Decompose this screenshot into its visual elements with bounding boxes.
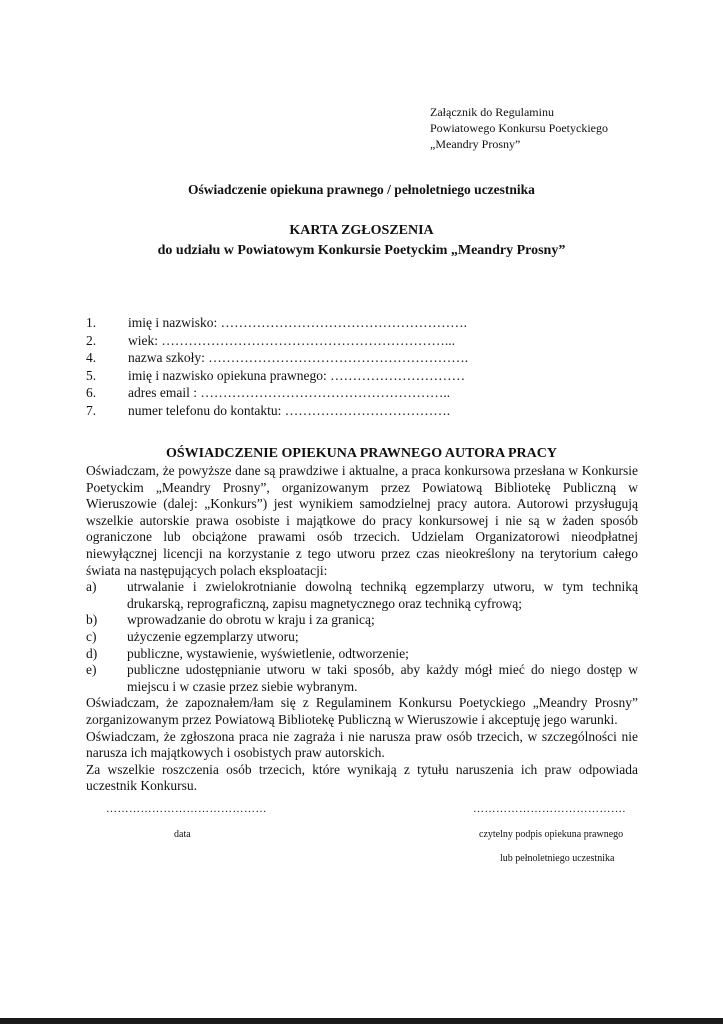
form-fields-list xyxy=(86,314,468,419)
list-letter: a) xyxy=(86,579,97,595)
signature-label-line2: lub pełnoletniego uczestnika xyxy=(500,853,615,864)
list-letter: e) xyxy=(86,662,97,678)
field-number: 4. xyxy=(86,350,97,365)
document-subtitle: Oświadczenie opiekuna prawnego / pełnoletniego uczestnika xyxy=(188,182,535,197)
annex-line: Załącznik do Regulaminu xyxy=(430,105,554,119)
list-item xyxy=(86,579,638,612)
field-number: 7. xyxy=(86,402,97,418)
date-signature-line[interactable]: …………………………………… xyxy=(106,803,267,815)
annex-line: Powiatowego Konkursu Poetyckiego xyxy=(430,121,608,135)
list-item xyxy=(86,612,638,629)
form-field-name[interactable] xyxy=(86,314,468,332)
list-text: utrwalanie i zwielokrotnianie dowolną techniką egzemplarzy utworu, w tym techniką drukarską, reprograficzną, zapisu magnetycznego oraz techniką cyfrową; xyxy=(127,579,638,611)
list-text: wprowadzanie do obrotu w kraju i za granicą; xyxy=(127,612,375,628)
list-letter: d) xyxy=(86,645,98,661)
list-letter: c) xyxy=(86,628,97,644)
list-text: publiczne udostępnianie utworu w taki sposób, aby każdy mógł mieć do niego dostęp w miejscu i w czasie przez siebie wybranym. xyxy=(127,662,638,694)
field-label: numer telefonu do kontaktu: ………………………………. xyxy=(128,402,451,418)
annex-note xyxy=(430,104,608,152)
field-label: nazwa szkoły: …………………………………………………. xyxy=(128,350,469,365)
document-title-line2: do udziału w Powiatowym Konkursie Poetyckim „Meandry Prosny” xyxy=(157,243,566,258)
field-label: imię i nazwisko: ………………………………………………. xyxy=(128,315,467,330)
date-label: data xyxy=(174,829,191,840)
list-text: publiczne, wystawienie, wyświetlenie, odtworzenie; xyxy=(127,645,409,661)
annex-line: „Meandry Prosny” xyxy=(430,137,521,151)
field-label: adres email : ……………………………………………….. xyxy=(128,385,451,400)
page-bottom-border xyxy=(0,1018,723,1024)
list-text: użyczenie egzemplarzy utworu; xyxy=(127,628,299,644)
signature-label: czytelny podpis opiekuna prawnego xyxy=(479,829,624,840)
list-item xyxy=(86,662,638,695)
list-item xyxy=(86,646,638,663)
form-field-age[interactable] xyxy=(86,332,468,350)
signature-line[interactable]: …………………………………. xyxy=(473,803,626,815)
declaration-body xyxy=(86,463,638,795)
document-title: KARTA ZGŁOSZENIA xyxy=(289,223,434,238)
list-letter: b) xyxy=(86,612,98,628)
list-item xyxy=(86,629,638,646)
form-field-guardian[interactable] xyxy=(86,367,468,385)
form-field-email[interactable] xyxy=(86,384,468,402)
field-number: 6. xyxy=(86,385,97,400)
declaration-title: OŚWIADCZENIE OPIEKUNA PRAWNEGO AUTORA PRACY xyxy=(165,446,557,461)
field-number: 2. xyxy=(86,332,97,348)
field-number: 5. xyxy=(86,367,97,383)
form-field-school[interactable] xyxy=(86,349,468,367)
field-label: imię i nazwisko opiekuna prawnego: ………………………… xyxy=(128,367,466,383)
field-number: 1. xyxy=(86,315,97,330)
field-label: wiek: ………………………………………………………... xyxy=(128,332,455,348)
declaration-paragraph: Oświadczam, że zapoznałem/łam się z Regulaminem Konkursu Poetyckiego „Meandry Prosny” zorganizowanym przez Powiatową Bibliotekę Publiczną w Wieruszowie i akceptuję jego warunki. xyxy=(86,695,638,727)
declaration-paragraph: Za wszelkie roszczenia osób trzecich, które wynikają z tytułu naruszenia ich praw odpowiada uczestnik Konkursu. xyxy=(86,761,638,794)
declaration-paragraph: Oświadczam, że powyższe dane są prawdziwe i aktualne, a praca konkursowa przesłana w Konkursie Poetyckim „Meandry Prosny”, organizowanym przez Powiatową Bibliotekę Publiczną w Wieruszowie (dalej: „Konkurs”) jest wynikiem samodzielnej pracy autora. Autorowi przysługują wszelkie autorskie prawa osobiste i majątkowe do pracy konkursowej i nie są w żaden sposób ograniczone lub obciążone prawami osób trzecich. Udzielam Organizatorowi nieodpłatnej niewyłącznej licencji na korzystanie z tego utworu przez czas nieokreślony na terytorium całego świata na następujących polach eksploatacji: xyxy=(86,463,638,578)
form-field-phone[interactable] xyxy=(86,402,468,420)
declaration-paragraph: Oświadczam, że zgłoszona praca nie zagraża i nie narusza praw osób trzecich, w szczególności nie narusza ich majątkowych i osobistych praw autorskich. xyxy=(86,728,638,761)
